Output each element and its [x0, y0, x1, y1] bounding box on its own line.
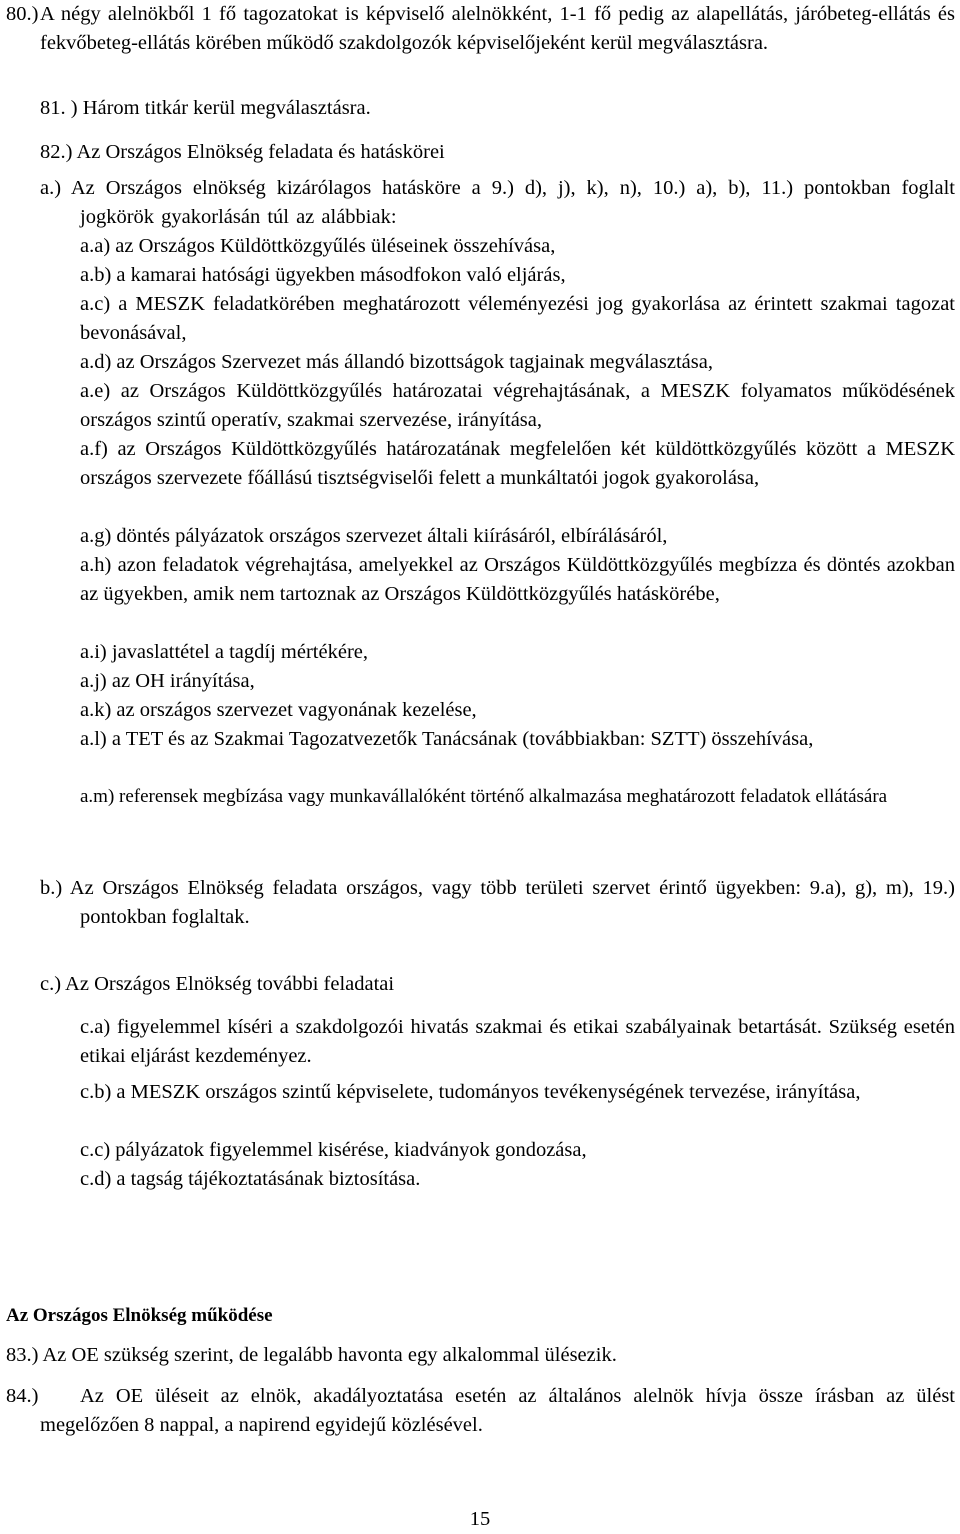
item-82: 82.) Az Országos Elnökség feladata és hatáskörei	[40, 141, 445, 163]
item-ac: a.c) a MESZK feladatkörében meghatározott véleményezési jog gyakorlása az érintett szakmai tagozat bevonásával,	[80, 293, 955, 344]
section-heading: Az Országos Elnökség működése	[6, 1305, 273, 1326]
item-cc: c.c) pályázatok figyelemmel kisérése, kiadványok gondozása,	[80, 1139, 587, 1161]
page-number: 15	[469, 1508, 491, 1530]
item-81: 81. ) Három titkár kerül megválasztásra.	[40, 97, 371, 119]
item-80-label: 80.)	[6, 3, 39, 25]
item-al: a.l) a TET és az Szakmai Tagozatvezetők Tanácsának (továbbiakban: SZTT) összehívása,	[80, 728, 814, 750]
item-a-intro: a.) Az Országos elnökség kizárólagos hatásköre a 9.) d), j), k), n), 10.) a), b), 11.) pontokban foglalt jogkörök gyakorlásán túl az alábbiak:	[40, 177, 955, 228]
item-84-text: Az OE üléseit az elnök, akadályoztatása esetén az általános alelnök hívja össze írásban az ülést megelőzően 8 nappal, a napirend egyidejű közlésével.	[40, 1385, 955, 1436]
item-ca: c.a) figyelemmel kíséri a szakdolgozói hivatás szakmai és etikai szabályainak betartását. Szükség esetén etikai eljárást kezdeményez.	[80, 1016, 955, 1067]
item-83: 83.) Az OE szükség szerint, de legalább havonta egy alkalommal ülésezik.	[6, 1344, 617, 1366]
item-cd: c.d) a tagság tájékoztatásának biztosítása.	[80, 1168, 421, 1190]
item-c: c.) Az Országos Elnökség további feladatai	[40, 973, 395, 995]
item-aa: a.a) az Országos Küldöttközgyűlés üléseinek összehívása,	[80, 235, 556, 257]
item-cb: c.b) a MESZK országos szintű képviselete, tudományos tevékenységének tervezése, irányítása,	[80, 1081, 861, 1103]
item-ad: a.d) az Országos Szervezet más állandó bizottságok tagjainak megválasztása,	[80, 351, 713, 373]
item-b: b.) Az Országos Elnökség feladata országos, vagy több területi szervet érintő ügyekben: 9.a), g), m), 19.) pontokban foglaltak.	[40, 877, 955, 928]
item-ag: a.g) döntés pályázatok országos szervezet általi kiírásáról, elbírálásáról,	[80, 525, 668, 547]
item-80-text: A négy alelnökből 1 fő tagozatokat is képviselő alelnökként, 1-1 fő pedig az alapellátás, járóbeteg-ellátás és fekvőbeteg-ellátás körében működő szakdolgozók képviselőjeként kerül megválasztásra.	[40, 3, 955, 54]
item-84-label: 84.)	[6, 1385, 39, 1407]
item-ak: a.k) az országos szervezet vagyonának kezelése,	[80, 699, 477, 721]
item-ah: a.h) azon feladatok végrehajtása, amelyekkel az Országos Küldöttközgyűlés megbízza és döntés azokban az ügyekben, amik nem tartoznak az Országos Küldöttközgyűlés hatáskörébe,	[80, 554, 955, 605]
item-ae: a.e) az Országos Küldöttközgyűlés határozatai végrehajtásának, a MESZK folyamatos működésének országos szintű operatív, szakmai szervezése, irányítása,	[80, 380, 955, 431]
item-am: a.m) referensek megbízása vagy munkavállalóként történő alkalmazása meghatározott feladatok ellátására	[80, 786, 888, 807]
item-aj: a.j) az OH irányítása,	[80, 670, 255, 692]
item-ab: a.b) a kamarai hatósági ügyekben másodfokon való eljárás,	[80, 264, 566, 286]
item-af: a.f) az Országos Küldöttközgyűlés határozatának megfelelően két küldöttközgyűlés között a MESZK országos szervezete főállású tisztségviselői felett a munkáltatói jogok gyakorolása,	[80, 438, 955, 489]
item-ai: a.i) javaslattétel a tagdíj mértékére,	[80, 641, 368, 663]
